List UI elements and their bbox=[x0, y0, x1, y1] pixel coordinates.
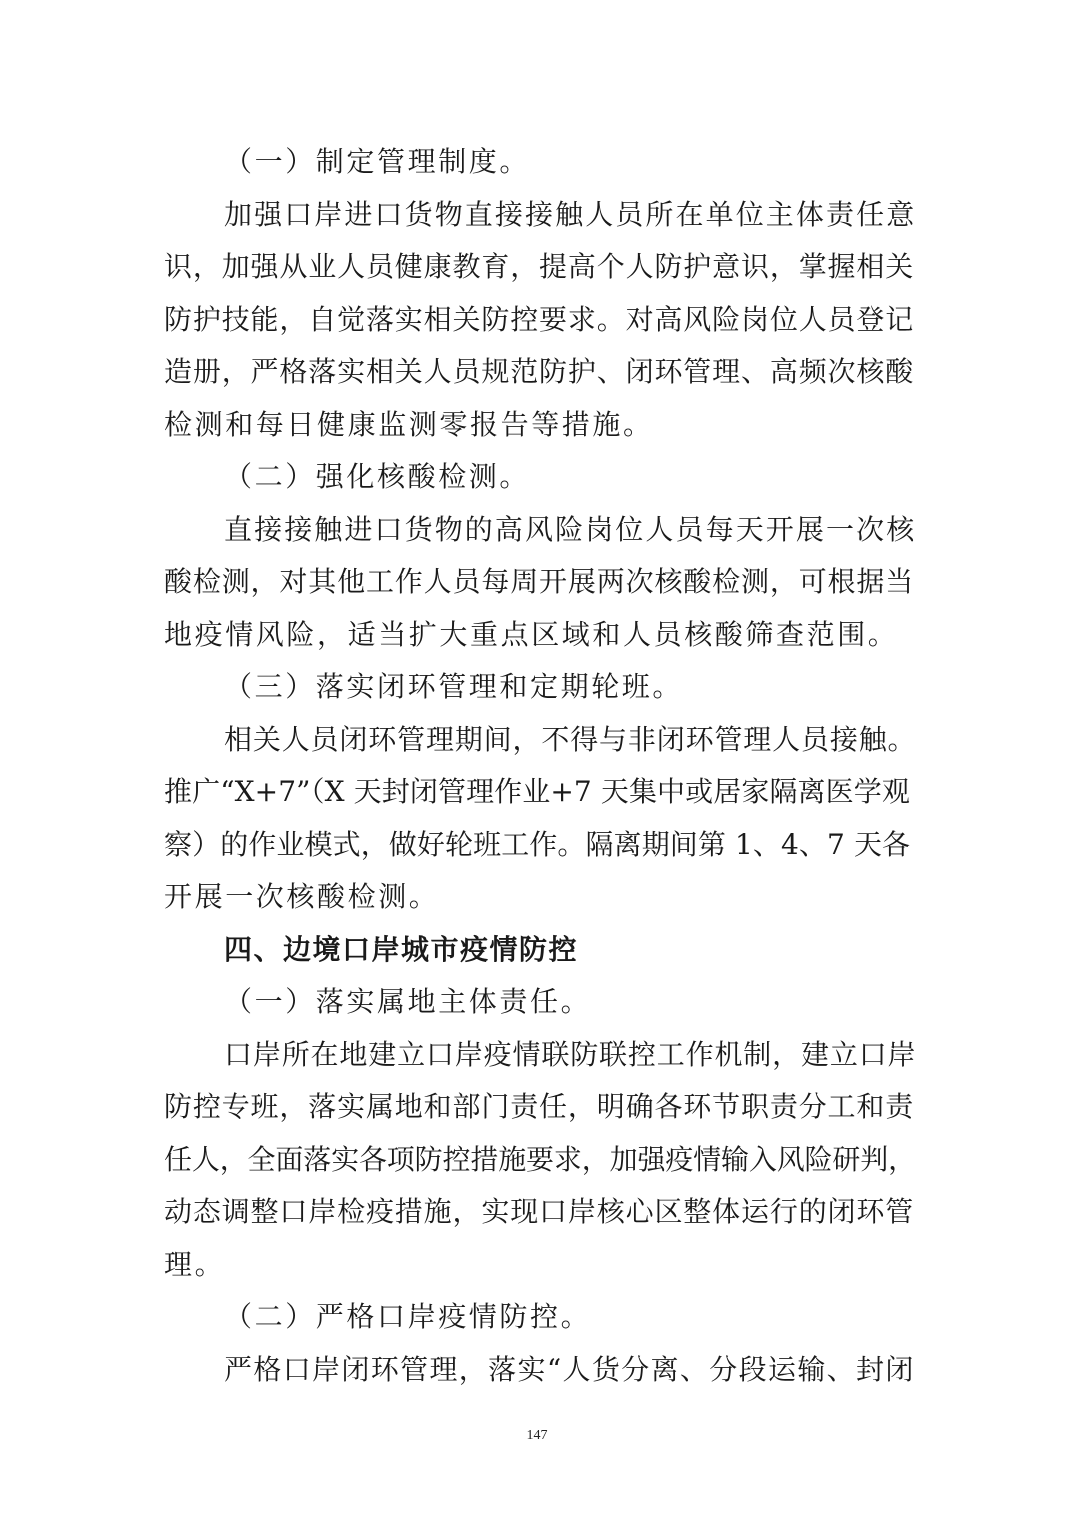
paragraph-line: 直接接触进口货物的高风险岗位人员每天开展一次核 bbox=[224, 512, 917, 546]
subsection-heading-closed-loop: （三）落实闭环管理和定期轮班。 bbox=[224, 670, 684, 703]
section-heading-border-ports: 四、边境口岸城市疫情防控 bbox=[224, 932, 579, 966]
paragraph-line: 推广“X+7”（X 天封闭管理作业+7 天集中或居家隔离医学观 bbox=[164, 775, 910, 808]
paragraph-line: 相关人员闭环管理期间，不得与非闭环管理人员接触。 bbox=[224, 722, 917, 756]
paragraph-line: 识，加强从业人员健康教育，提高个人防护意识，掌握相关 bbox=[164, 250, 915, 283]
subsection-heading-territorial-responsibility: （一）落实属地主体责任。 bbox=[224, 985, 592, 1018]
paragraph-line: 加强口岸进口货物直接接触人员所在单位主体责任意 bbox=[224, 197, 917, 231]
paragraph-line: 防护技能，自觉落实相关防控要求。对高风险岗位人员登记 bbox=[164, 302, 915, 336]
subsection-heading-management-system: （一）制定管理制度。 bbox=[224, 145, 531, 178]
paragraph-line: 口岸所在地建立口岸疫情联防联控工作机制，建立口岸 bbox=[224, 1037, 917, 1071]
paragraph-line: 地疫情风险，适当扩大重点区域和人员核酸筛查范围。 bbox=[164, 617, 899, 651]
paragraph-line: 理。 bbox=[164, 1247, 226, 1281]
subsection-heading-port-control: （二）严格口岸疫情防控。 bbox=[224, 1300, 592, 1333]
paragraph-line: 严格口岸闭环管理，落实“人货分离、分段运输、封闭 bbox=[224, 1352, 915, 1386]
subsection-heading-nucleic-testing: （二）强化核酸检测。 bbox=[224, 460, 531, 493]
paragraph-line: 防控专班，落实属地和部门责任，明确各环节职责分工和责 bbox=[164, 1090, 915, 1123]
document-body bbox=[164, 136, 917, 1396]
paragraph-line: 察）的作业模式，做好轮班工作。隔离期间第 1、4、7 天各 bbox=[164, 827, 911, 861]
paragraph-line: 开展一次核酸检测。 bbox=[164, 880, 440, 913]
paragraph-line: 任人，全面落实各项防控措施要求，加强疫情输入风险研判， bbox=[164, 1142, 916, 1176]
paragraph-line: 酸检测，对其他工作人员每周开展两次核酸检测，可根据当 bbox=[164, 565, 915, 598]
paragraph-line: 动态调整口岸检疫措施，实现口岸核心区整体运行的闭环管 bbox=[164, 1195, 915, 1228]
paragraph-line: 造册，严格落实相关人员规范防护、闭环管理、高频次核酸 bbox=[164, 355, 915, 388]
paragraph-line: 检测和每日健康监测零报告等措施。 bbox=[164, 407, 654, 441]
page-number: 147 bbox=[526, 1428, 548, 1443]
